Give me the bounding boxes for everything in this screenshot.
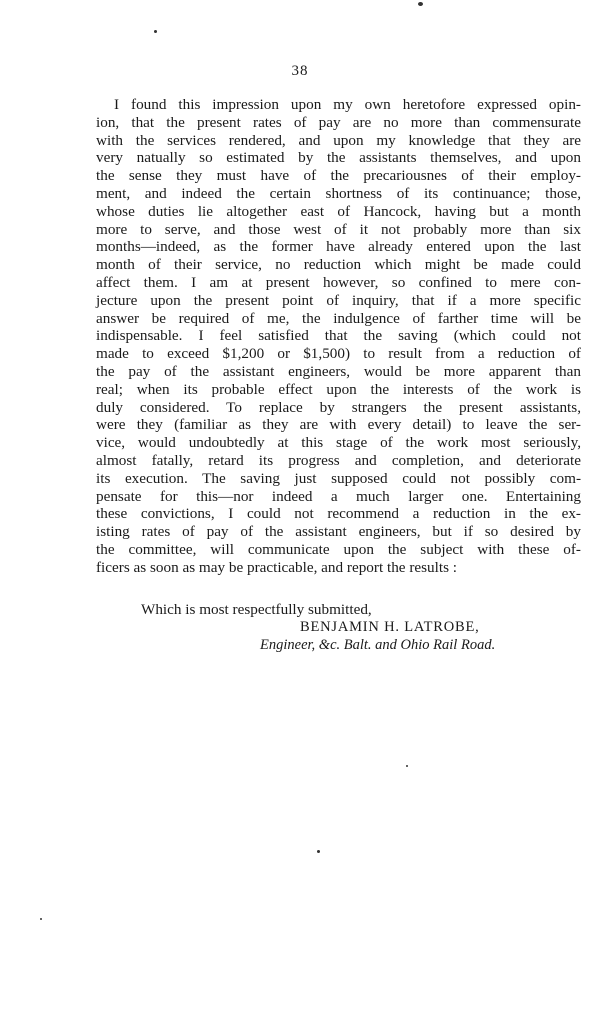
signature-title: Engineer, &c. Balt. and Ohio Rail Road. [260,637,496,653]
page-number: 38 [291,63,309,79]
scan-speck [317,850,320,853]
signature-name: BENJAMIN H. LATROBE, [300,619,480,635]
body-line: ion, that the present rates of pay are no more than commensurate [96,113,581,131]
scan-speck [40,918,42,920]
body-line: affect them. I am at present however, so confined to mere con- [96,273,581,291]
body-line: very natually so estimated by the assistants themselves, and upon [96,149,581,167]
body-line: pensate for this—nor indeed a much larger one. Entertaining [96,487,581,505]
body-line: isting rates of pay of the assistant engineers, but if so desired by [96,523,581,541]
body-line: answer be required of me, the indulgence of farther time will be [96,309,581,327]
body-line: ficers as soon as may be practicable, and report the results : [96,558,457,576]
body-line: month of their service, no reduction which might be made could [96,256,581,274]
body-line: the committee, will communicate upon the subject with these of- [96,540,581,558]
body-line: with the services rendered, and upon my knowledge that they are [96,131,581,149]
body-line: months—indeed, as the former have already entered upon the last [96,238,581,256]
scan-speck [418,2,423,6]
body-line: its execution. The saving just supposed could not possibly com- [96,469,581,487]
closing-line: Which is most respectfully submitted, [141,601,372,618]
body-line: jecture upon the present point of inquiry, that if a more specific [96,291,581,309]
scan-speck [406,765,408,767]
body-line: whose duties lie altogether east of Hancock, having but a month [96,202,581,220]
body-line: almost fatally, retard its progress and completion, and deteriorate [96,451,581,469]
body-line: made to exceed $1,200 or $1,500) to result from a reduction of [96,345,581,363]
body-line: the sense they must have of the precariousnes of their employ- [96,167,581,185]
body-line: were they (familiar as they are with every detail) to leave the ser- [96,416,581,434]
body-line: more to serve, and those west of it not probably more than six [96,220,581,238]
body-line: I found this impression upon my own heretofore expressed opin- [114,96,581,113]
scan-speck [154,30,157,33]
body-line: duly considered. To replace by strangers the present assistants, [96,398,581,416]
body-line: vice, would undoubtedly at this stage of the work most seriously, [96,434,581,452]
body-line: ment, and indeed the certain shortness of its continuance; those, [96,184,581,202]
body-line: real; when its probable effect upon the interests of the work is [96,380,581,398]
body-line: indispensable. I feel satisfied that the saving (which could not [96,327,581,345]
body-line: these convictions, I could not recommend a reduction in the ex- [96,505,581,523]
letter-body [96,96,581,577]
body-line: the pay of the assistant engineers, would be more apparent than [96,362,581,380]
